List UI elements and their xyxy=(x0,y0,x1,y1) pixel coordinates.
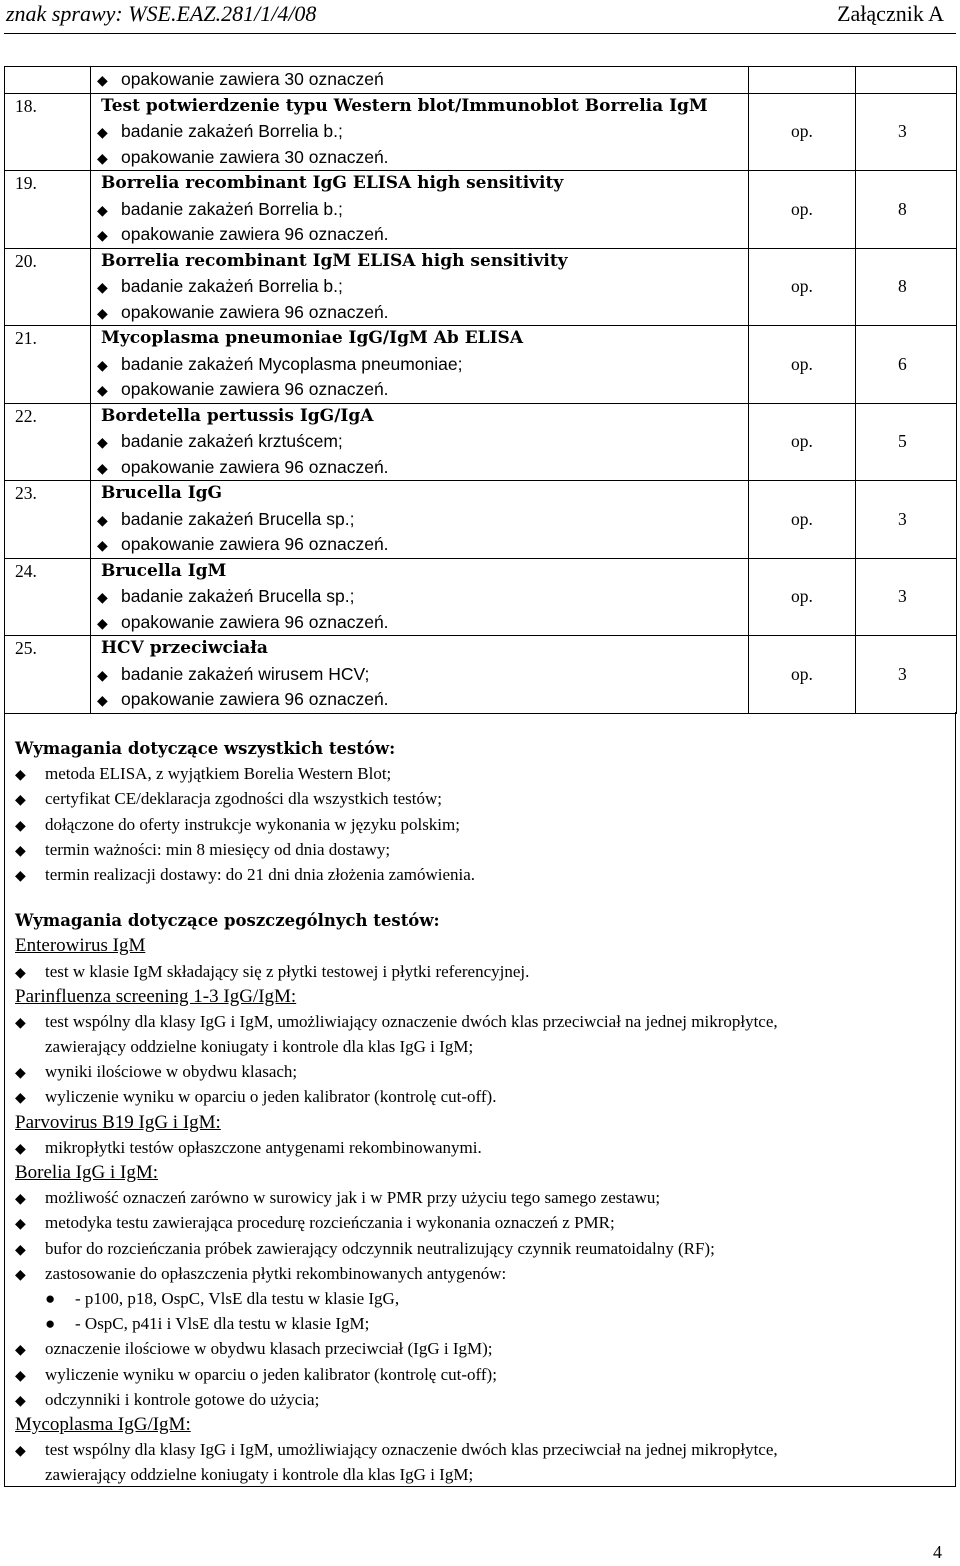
list-item: ◆ opakowanie zawiera 96 oznaczeń. xyxy=(91,455,748,481)
item-quantity: 3 xyxy=(898,508,907,529)
list-item: ◆ test wspólny dla klasy IgG i IgM, umożliwiający oznaczenie dwóch klas przeciwciał na jednej mikropłytce, xyxy=(15,1009,955,1034)
list-item: ◆ termin ważności: min 8 miesięcy od dnia dostawy; xyxy=(15,837,955,862)
diamond-bullet-icon: ◆ xyxy=(15,1393,26,1409)
item-number: 20. xyxy=(15,250,37,271)
specific-requirements-title: Wymagania dotyczące poszczególnych testów: xyxy=(15,911,440,931)
item-number: 19. xyxy=(15,173,37,193)
diamond-bullet-icon: ◆ xyxy=(15,868,26,884)
diamond-bullet-icon: ◆ xyxy=(15,1267,26,1283)
list-item: ◆ metodyka testu zawierająca procedurę rozcieńczania i wykonania oznaczeń z PMR; xyxy=(15,1210,955,1235)
list-item: ◆ zastosowanie do opłaszczenia płytki rekombinowanych antygenów: xyxy=(15,1261,955,1286)
item-quantity: 8 xyxy=(898,276,907,296)
list-item: ◆ opakowanie zawiera 30 oznaczeń xyxy=(91,67,748,93)
item-quantity: 3 xyxy=(898,121,907,141)
list-item-continuation: zawierający oddzielne koniugaty i kontrole dla klas IgG i IgM; xyxy=(45,1465,474,1485)
diamond-bullet-icon: ◆ xyxy=(15,843,26,859)
item-name: Test potwierdzenie typu Western blot/Immunoblot Borrelia IgM xyxy=(101,95,708,116)
diamond-bullet-icon: ◆ xyxy=(97,201,108,218)
diamond-bullet-icon: ◆ xyxy=(97,434,108,450)
item-unit: op. xyxy=(791,431,813,451)
header-rule xyxy=(4,33,956,34)
list-item: ◆ mikropłytki testów opłaszczone antygenami rekombinowanymi. xyxy=(15,1135,955,1160)
list-item: ◆ badanie zakażeń Mycoplasma pneumoniae; xyxy=(91,352,748,378)
list-item: ◆ opakowanie zawiera 96 oznaczeń. xyxy=(91,532,748,558)
list-item: ◆ metoda ELISA, z wyjątkiem Borelia Western Blot; xyxy=(15,761,955,786)
item-unit: op. xyxy=(791,586,813,606)
sub-list-item: ● - p100, p18, OspC, VlsE dla testu w klasie IgG, xyxy=(15,1286,955,1311)
diamond-bullet-icon: ◆ xyxy=(97,666,108,683)
item-quantity: 6 xyxy=(898,353,907,374)
list-item: ◆ odczynniki i kontrole gotowe do użycia; xyxy=(15,1387,955,1412)
diamond-bullet-icon: ◆ xyxy=(97,614,108,631)
list-item: ◆ badanie zakażeń Borrelia b.; xyxy=(91,119,748,145)
case-number: znak sprawy: WSE.EAZ.281/1/4/08 xyxy=(6,1,317,26)
list-item: ◆ opakowanie zawiera 96 oznaczeń. xyxy=(91,687,748,713)
item-unit: op. xyxy=(791,121,813,141)
diamond-bullet-icon: ◆ xyxy=(97,382,108,398)
table-row xyxy=(5,481,957,559)
page-number: 4 xyxy=(933,1542,942,1562)
item-name: Mycoplasma pneumoniae IgG/IgM Ab ELISA xyxy=(101,328,524,348)
list-item: ◆ badanie zakażeń Brucella sp.; xyxy=(91,507,748,533)
diamond-bullet-icon: ◆ xyxy=(15,818,26,834)
list-item: ◆ bufor do rozcieńczania próbek zawierający odczynnik neutralizujący czynnik reumatoidalny (RF); xyxy=(15,1236,955,1261)
table-row xyxy=(5,636,957,714)
diamond-bullet-icon: ◆ xyxy=(97,459,108,476)
table-row xyxy=(5,171,957,249)
list-item: ◆ test w klasie IgM składający się z płytki testowej i płytki referencyjnej. xyxy=(15,959,955,984)
list-item: ◆ badanie zakażeń Brucella sp.; xyxy=(91,584,748,610)
diamond-bullet-icon: ◆ xyxy=(97,72,108,88)
dot-bullet-icon: ● xyxy=(45,1314,56,1334)
list-item: ◆ oznaczenie ilościowe w obydwu klasach przeciwciał (IgG i IgM); xyxy=(15,1336,955,1361)
diamond-bullet-icon: ◆ xyxy=(15,965,26,981)
list-item: ◆ test wspólny dla klasy IgG i IgM, umożliwiający oznaczenie dwóch klas przeciwciał na jednej mikropłytce, xyxy=(15,1437,955,1462)
list-item: ◆ możliwość oznaczeń zarówno w surowicy jak i w PMR przy użyciu tego samego zestawu; xyxy=(15,1185,955,1210)
list-item: ◆ dołączone do oferty instrukcje wykonania w języku polskim; xyxy=(15,812,955,837)
item-name: HCV przeciwciała xyxy=(101,638,268,658)
diamond-bullet-icon: ◆ xyxy=(15,793,26,809)
item-name: Brucella IgG xyxy=(101,483,223,503)
table-row xyxy=(5,326,957,404)
list-item-continuation: zawierający oddzielne koniugaty i kontrole dla klas IgG i IgM; xyxy=(45,1037,474,1057)
diamond-bullet-icon: ◆ xyxy=(15,1343,26,1359)
sub-list-item: ● - OspC, p41i i VlsE dla testu w klasie IgM; xyxy=(15,1311,955,1336)
list-item: ◆ wyniki ilościowe w obydwu klasach; xyxy=(15,1059,955,1084)
diamond-bullet-icon: ◆ xyxy=(97,537,108,553)
item-quantity: 3 xyxy=(898,586,907,606)
list-item: ◆ badanie zakażeń Borrelia b.; xyxy=(91,197,748,223)
diamond-bullet-icon: ◆ xyxy=(97,124,108,140)
list-item: ◆ opakowanie zawiera 96 oznaczeń. xyxy=(91,610,748,636)
list-item: ◆ badanie zakażeń Borrelia b.; xyxy=(91,274,748,300)
page-header xyxy=(0,0,960,34)
borelia-heading: Borelia IgG i IgM: xyxy=(15,1162,159,1183)
diamond-bullet-icon: ◆ xyxy=(15,768,26,784)
item-name: Borrelia recombinant IgG ELISA high sensitivity xyxy=(101,173,564,193)
list-item: ◆ termin realizacji dostawy: do 21 dni dnia złożenia zamówienia. xyxy=(15,862,955,887)
item-name: Bordetella pertussis IgG/IgA xyxy=(101,405,374,426)
diamond-bullet-icon: ◆ xyxy=(97,227,108,243)
enterowirus-heading: Enterowirus IgM xyxy=(15,935,146,957)
item-unit: op. xyxy=(791,353,813,374)
general-requirements-title: Wymagania dotyczące wszystkich testów: xyxy=(15,739,396,758)
diamond-bullet-icon: ◆ xyxy=(15,1091,26,1107)
item-unit: op. xyxy=(791,508,813,529)
item-unit: op. xyxy=(791,198,813,219)
requirements-section xyxy=(4,712,956,1487)
item-quantity: 3 xyxy=(898,663,907,684)
item-name: Brucella IgM xyxy=(101,560,227,581)
item-name: Borrelia recombinant IgM ELISA high sensitivity xyxy=(101,250,568,271)
list-item: ◆ certyfikat CE/deklaracja zgodności dla wszystkich testów; xyxy=(15,786,955,811)
item-number: 24. xyxy=(15,560,37,581)
parvovirus-heading: Parvovirus B19 IgG i IgM: xyxy=(15,1111,221,1133)
attachment-label: Załącznik A xyxy=(837,1,944,26)
item-number: 18. xyxy=(15,95,37,116)
list-item: ◆ wyliczenie wyniku w oparciu o jeden kalibrator (kontrolę cut-off). xyxy=(15,1084,955,1109)
diamond-bullet-icon: ◆ xyxy=(97,511,108,528)
diamond-bullet-icon: ◆ xyxy=(15,1444,26,1460)
diamond-bullet-icon: ◆ xyxy=(97,279,108,295)
list-item: ◆ badanie zakażeń wirusem HCV; xyxy=(91,662,748,688)
item-number: 22. xyxy=(15,405,37,426)
item-quantity: 5 xyxy=(898,431,907,451)
diamond-bullet-icon: ◆ xyxy=(97,692,108,708)
diamond-bullet-icon: ◆ xyxy=(15,1242,26,1258)
table-row xyxy=(5,67,957,94)
list-item: ◆ badanie zakażeń krztuścem; xyxy=(91,429,748,455)
diamond-bullet-icon: ◆ xyxy=(97,149,108,166)
diamond-bullet-icon: ◆ xyxy=(15,1192,26,1208)
dot-bullet-icon: ● xyxy=(45,1288,56,1308)
list-item: ◆ opakowanie zawiera 96 oznaczeń. xyxy=(91,377,748,403)
list-item: ◆ opakowanie zawiera 96 oznaczeń. xyxy=(91,300,748,326)
diamond-bullet-icon: ◆ xyxy=(15,1066,26,1082)
items-table xyxy=(4,66,957,714)
parinfluenza-heading: Parinfluenza screening 1-3 IgG/IgM: xyxy=(15,985,297,1007)
diamond-bullet-icon: ◆ xyxy=(15,1368,26,1384)
list-item: ◆ opakowanie zawiera 30 oznaczeń. xyxy=(91,145,748,171)
diamond-bullet-icon: ◆ xyxy=(97,304,108,321)
list-item: ◆ opakowanie zawiera 96 oznaczeń. xyxy=(91,222,748,248)
diamond-bullet-icon: ◆ xyxy=(15,1217,26,1233)
mycoplasma-heading: Mycoplasma IgG/IgM: xyxy=(15,1413,191,1435)
diamond-bullet-icon: ◆ xyxy=(15,1141,26,1157)
item-unit: op. xyxy=(791,663,813,684)
item-number: 23. xyxy=(15,483,37,503)
item-number: 21. xyxy=(15,328,37,348)
item-unit: op. xyxy=(791,276,813,296)
item-quantity: 8 xyxy=(898,198,907,219)
table-row xyxy=(5,403,957,481)
diamond-bullet-icon: ◆ xyxy=(97,356,108,373)
list-item: ◆ wyliczenie wyniku w oparciu o jeden kalibrator (kontrolę cut-off); xyxy=(15,1362,955,1387)
table-row xyxy=(5,93,957,171)
diamond-bullet-icon: ◆ xyxy=(97,589,108,605)
diamond-bullet-icon: ◆ xyxy=(15,1015,26,1031)
table-row xyxy=(5,558,957,636)
table-row xyxy=(5,248,957,326)
item-number: 25. xyxy=(15,638,37,658)
